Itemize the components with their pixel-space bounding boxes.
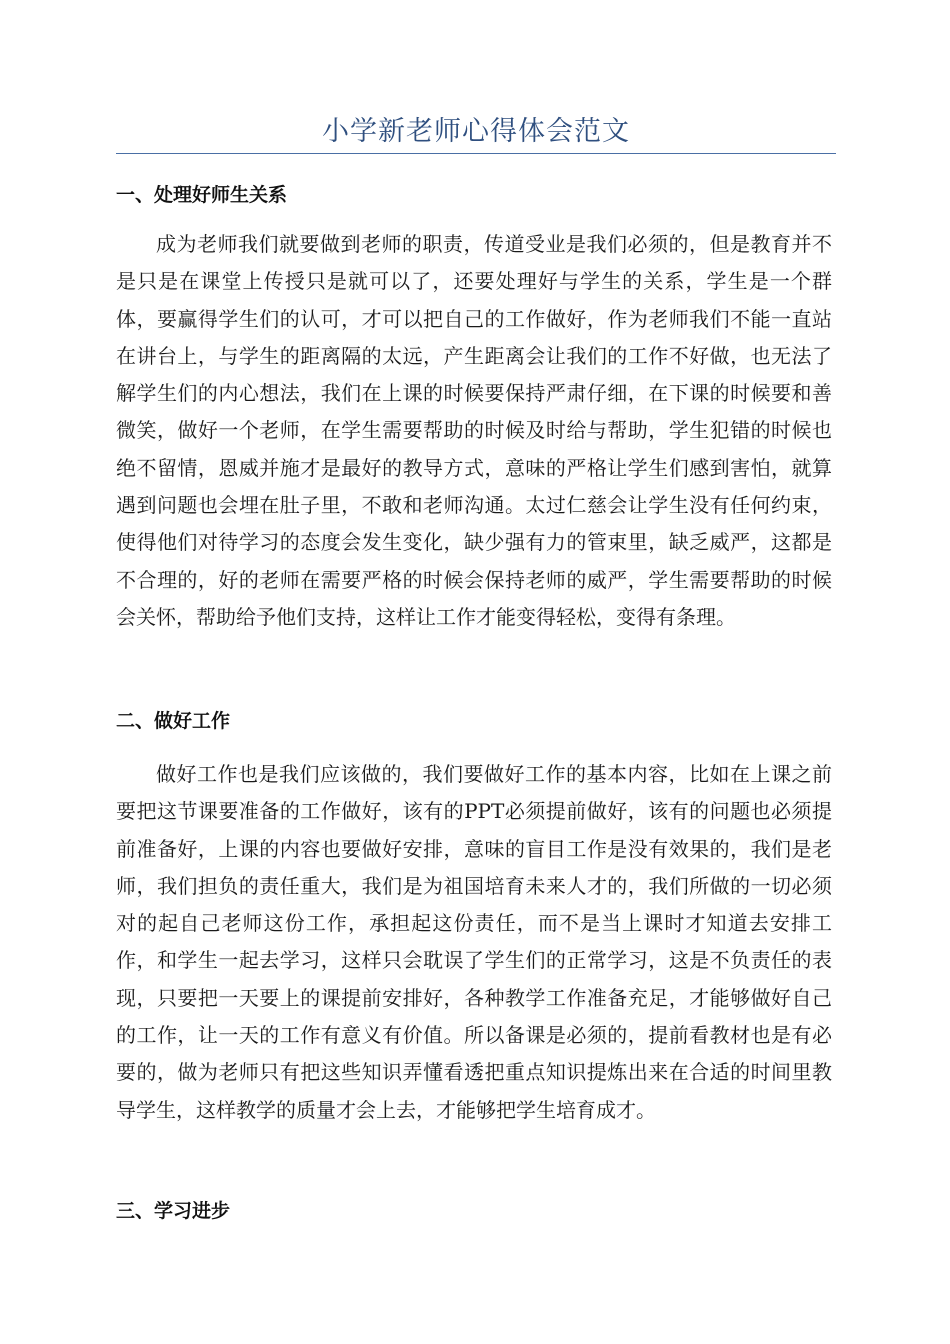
section-paragraph-2: 做好工作也是我们应该做的，我们要做好工作的基本内容，比如在上课之前要把这节课要准备的工作做好，该有的PPT必须提前做好，该有的问题也必须提前准备好，上课的内容也要做好安排，意味的盲目工作是没有效果的，我们是老师，我们担负的责任重大，我们是为祖国培育未来人才的，我们所做的一切必须对的起自己老师这份工作，承担起这份责任，而不是当上课时才知道去安排工作，和学生一起去学习，这样只会耽误了学生们的正常学习，这是不负责任的表现，只要把一天要上的课提前安排好，各种教学工作准备充足，才能够做好自己的工作，让一天的工作有意义有价值。所以备课是必须的，提前看教材也是有必要的，做为老师只有把这些知识弄懂看透把重点知识提炼出来在合适的时间里教导学生，这样教学的质量才会上去，才能够把学生培育成才。 [116,762,832,1122]
section-heading-1: 一、处理好师生关系 [116,184,288,206]
section-paragraph-1: 成为老师我们就要做到老师的职责，传道受业是我们必须的，但是教育并不是只是在课堂上传授只是就可以了，还要处理好与学生的关系，学生是一个群体，要赢得学生们的认可，才可以把自己的工作做好，作为老师我们不能一直站在讲台上，与学生的距离隔的太远，产生距离会让我们的工作不好做，也无法了解学生们的内心想法，我们在上课的时候要保持严肃仔细，在下课的时候要和善微笑，做好一个老师，在学生需要帮助的时候及时给与帮助，学生犯错的时候也绝不留情，恩威并施才是最好的教导方式，意味的严格让学生们感到害怕，就算遇到问题也会埋在肚子里，不敢和老师沟通。太过仁慈会让学生没有任何约束，使得他们对待学习的态度会发生变化，缺少强有力的管束里，缺乏威严，这都是不合理的，好的老师在需要严格的时候会保持老师的威严，学生需要帮助的时候会关怀，帮助给予他们支持，这样让工作才能变得轻松，变得有条理。 [116,232,832,629]
title-underline [116,153,836,154]
section-heading-3: 三、学习进步 [116,1200,231,1222]
section-heading-2: 二、做好工作 [116,710,231,732]
document-title: 小学新老师心得体会范文 [322,116,630,147]
